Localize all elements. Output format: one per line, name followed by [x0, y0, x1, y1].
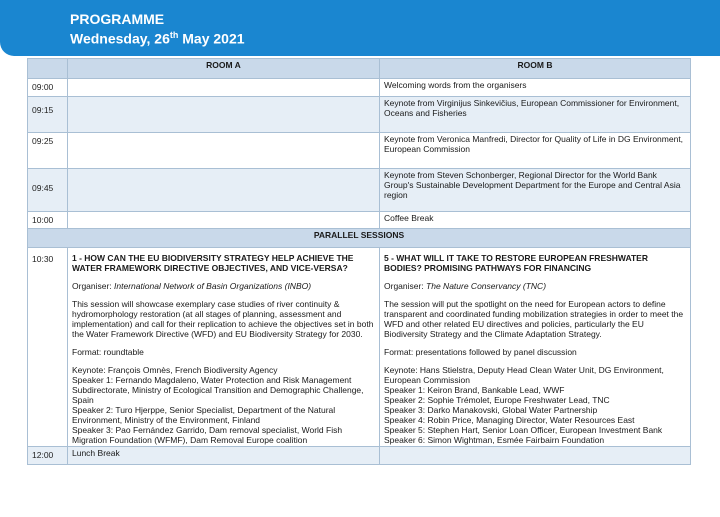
speaker-line: Speaker 2: Sophie Trémolet, Europe Freshwater Lead, TNC	[384, 395, 610, 405]
room-a-header: ROOM A	[68, 59, 380, 79]
table-row	[28, 169, 691, 212]
row-time: 09:25	[28, 133, 68, 169]
row-text: Welcoming words from the organisers	[380, 79, 691, 97]
speaker-line: Speaker 4: Robin Price, Managing Director, Water Resources East	[384, 415, 635, 425]
table-row	[28, 447, 691, 465]
session-a	[68, 248, 380, 447]
session-row	[28, 248, 691, 447]
speaker-line: Speaker 3: Pao Fernández Garrido, Dam removal specialist, World Fish Migration Foundation (WFMF), Dam Removal Europe coalition	[72, 425, 343, 445]
speaker-line: Keynote: Hans Stielstra, Deputy Head Clean Water Unit, DG Environment, European Commission	[384, 365, 664, 385]
table-row	[28, 97, 691, 133]
row-time: 12:00	[28, 447, 68, 465]
programme-date: Wednesday, 26th May 2021	[70, 30, 245, 47]
session-a-speakers	[72, 365, 375, 445]
row-time: 09:45	[28, 169, 68, 212]
programme-title: PROGRAMME	[70, 11, 165, 27]
session-b-organiser: Organiser: The Nature Conservancy (TNC)	[384, 281, 547, 291]
parallel-sessions-label: PARALLEL SESSIONS	[28, 229, 691, 248]
session-b	[380, 248, 691, 447]
row-text: Keynote from Steven Schonberger, Regional Director for the World Bank Group's Sustainable Development Department for the Europe and Central Asia region	[380, 169, 691, 212]
session-b-speakers	[384, 365, 686, 445]
speaker-line: Speaker 1: Keiron Brand, Bankable Lead, WWF	[384, 385, 565, 395]
row-text: Coffee Break	[380, 212, 691, 229]
session-a-organiser: Organiser: International Network of Basin Organizations (INBO)	[72, 281, 312, 291]
speaker-line: Speaker 6: Simon Wightman, Esmée Fairbairn Foundation	[384, 435, 605, 445]
row-text: Keynote from Virginijus Sinkevičius, European Commissioner for Environment, Oceans and Fisheries	[380, 97, 691, 133]
parallel-sessions-row	[28, 229, 691, 248]
speaker-line: Speaker 3: Darko Manakovski, Global Water Partnership	[384, 405, 598, 415]
session-a-format: Format: roundtable	[72, 347, 144, 357]
table-row	[28, 133, 691, 169]
row-text: Keynote from Veronica Manfredi, Director for Quality of Life in DG Environment, European Commission	[380, 133, 691, 169]
table-row	[28, 79, 691, 97]
column-header-row	[28, 59, 691, 79]
session-a-title: 1 - HOW CAN THE EU BIODIVERSITY STRATEGY HELP ACHIEVE THE WATER FRAMEWORK DIRECTIVE OBJECTIVES, AND VICE-VERSA?	[72, 253, 354, 273]
speaker-line: Keynote: François Omnès, French Biodiversity Agency	[72, 365, 278, 375]
session-time: 10:30	[28, 248, 68, 447]
row-text: Lunch Break	[68, 447, 380, 465]
session-b-format: Format: presentations followed by panel discussion	[384, 347, 577, 357]
session-a-description: This session will showcase exemplary case studies of river continuity & hydromorphology restoration (at all stages of planning, assessment and implementation) and call for their replication to achieve the objectives set in both the Water Framework Directive (WFD) and EU Biodiversity Strategy for 2030.	[72, 299, 374, 339]
speaker-line: Speaker 1: Fernando Magdaleno, Water Protection and Risk Management Subdirectorate, Ministry of Ecological Transition and Demographic Challenge, Spain	[72, 375, 364, 405]
session-b-title: 5 - WHAT WILL IT TAKE TO RESTORE EUROPEAN FRESHWATER BODIES? PROMISING PATHWAYS FOR FINANCING	[384, 253, 648, 273]
session-b-description: The session will put the spotlight on the need for European actors to define transparent and coordinated funding mobilization strategies in order to meet the WFD and other related EU directives and policies, particularly the EU Biodiversity Strategy and the Climate Adaptation Strategy.	[384, 299, 684, 339]
room-b-header: ROOM B	[380, 59, 691, 79]
speaker-line: Speaker 5: Stephen Hart, Senior Loan Officer, European Investment Bank	[384, 425, 663, 435]
programme-table	[27, 58, 691, 465]
row-time: 09:15	[28, 97, 68, 133]
speaker-line: Speaker 2: Turo Hjerppe, Senior Specialist, Department of the Natural Environment, Ministry of the Environment, Finland	[72, 405, 336, 425]
row-time: 09:00	[28, 79, 68, 97]
table-row	[28, 212, 691, 229]
header-banner	[0, 0, 720, 56]
row-time: 10:00	[28, 212, 68, 229]
